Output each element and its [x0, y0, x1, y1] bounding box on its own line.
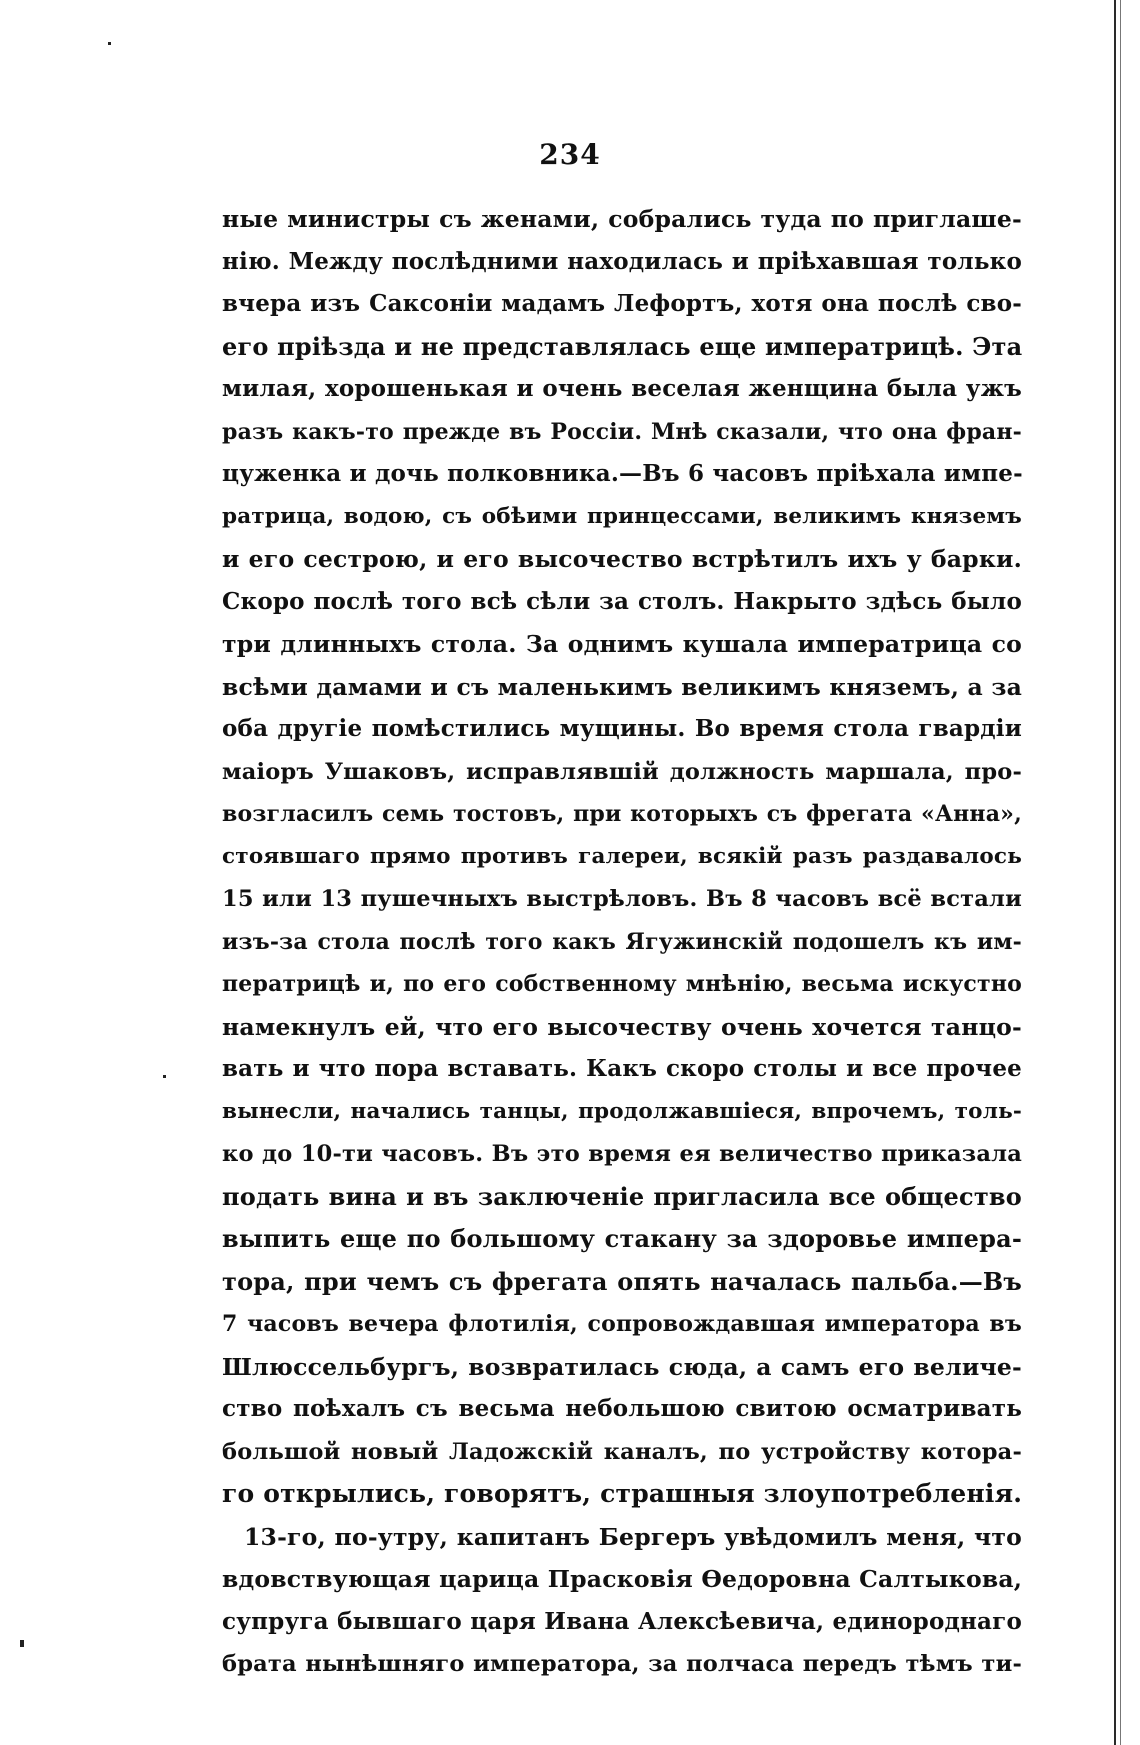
text-line: маіоръ Ушаковъ, исправлявшій должность маршала, про- [222, 758, 1022, 785]
text-line: вдовствующая царица Прасковія Ѳедоровна Салтыкова, [222, 1565, 1023, 1593]
text-line: 15 или 13 пушечныхъ выстрѣловъ. Въ 8 часовъ всё встали [222, 886, 1022, 912]
text-line: подать вина и въ заключеніе пригласила все общество [222, 1181, 1022, 1211]
text-line: 7 часовъ вечера флотилія, сопровождавшая императора въ [222, 1311, 1022, 1337]
text-line: оба другіе помѣстились мущины. Во время стола гвардіи [222, 715, 1022, 742]
page-edge-shadow [1120, 0, 1121, 1745]
scan-speck [163, 1075, 166, 1078]
text-line: выпить еще по большому стакану за здоровье импера- [222, 1224, 1022, 1253]
text-line: брата нынѣшняго императора, за полчаса передъ тѣмъ ти- [222, 1651, 1022, 1677]
text-line: стоявшаго прямо противъ галереи, всякій разъ раздавалось [222, 843, 1022, 869]
text-line: ратрица, водою, съ обѣими принцессами, великимъ княземъ [222, 503, 1022, 529]
text-line: его пріѣзда и не представлялась еще императрицѣ. Эта [222, 331, 1023, 361]
text-line: ператрицѣ и, по его собственному мнѣнію, весьма искустно [222, 971, 1022, 997]
text-line: милая, хорошенькая и очень веселая женщина была ужъ [222, 375, 1022, 402]
text-line: ство поѣхалъ съ весьма небольшою свитою осматривать [222, 1395, 1022, 1422]
text-line: ные министры съ женами, собрались туда по приглаше- [222, 205, 1022, 233]
page-edge-line [1114, 0, 1116, 1745]
text-line: и его сестрою, и его высочество встрѣтилъ ихъ у барки. [222, 545, 1022, 573]
scan-speck [108, 42, 111, 45]
text-line: Шлюссельбургъ, возвратилась сюда, а самъ его величе- [222, 1352, 1022, 1381]
text-line: нію. Между послѣдними находилась и пріѣхавшая только [222, 247, 1022, 275]
text-line: цуженка и дочь полковника.—Въ 6 часовъ пріѣхала импе- [222, 460, 1023, 487]
text-line: ко до 10-ти часовъ. Въ это время ея величество приказала [222, 1141, 1022, 1167]
text-line: разъ какъ-то прежде въ Россіи. Мнѣ сказали, что она фран- [222, 418, 1022, 445]
body-text [222, 198, 1022, 1686]
page-number: 234 [539, 138, 601, 171]
text-line: 13-го, по-утру, капитанъ Бергеръ увѣдомилъ меня, что [244, 1522, 1022, 1551]
text-line: намекнулъ ей, что его высочеству очень хочется танцо- [222, 1012, 1022, 1041]
text-line: вать и что пора вставать. Какъ скоро столы и все прочее [222, 1055, 1022, 1082]
text-line: вынесли, начались танцы, продолжавшіеся, впрочемъ, толь- [222, 1098, 1022, 1124]
text-line: вчера изъ Саксоніи мадамъ Лефортъ, хотя она послѣ сво- [222, 290, 1022, 317]
text-line: три длинныхъ стола. За однимъ кушала императрица со [222, 630, 1022, 658]
text-line: Скоро послѣ того всѣ сѣли за столъ. Накрыто здѣсь было [222, 587, 1022, 615]
text-line: го открылись, говорятъ, страшныя злоупотребленія. [222, 1479, 1023, 1508]
text-line: возгласилъ семь тостовъ, при которыхъ съ фрегата «Анна», [222, 801, 1022, 827]
text-line: большой новый Ладожскій каналъ, по устройству котора- [222, 1438, 1022, 1465]
text-line: изъ-за стола послѣ того какъ Ягужинскій подошелъ къ им- [222, 928, 1022, 955]
text-line: супруга бывшаго царя Ивана Алексѣевича, единороднаго [222, 1607, 1022, 1635]
scan-speck [20, 1640, 24, 1647]
text-line: всѣми дамами и съ маленькимъ великимъ княземъ, а за [222, 672, 1022, 701]
text-line: тора, при чемъ съ фрегата опять началась пальба.—Въ [222, 1266, 1022, 1296]
